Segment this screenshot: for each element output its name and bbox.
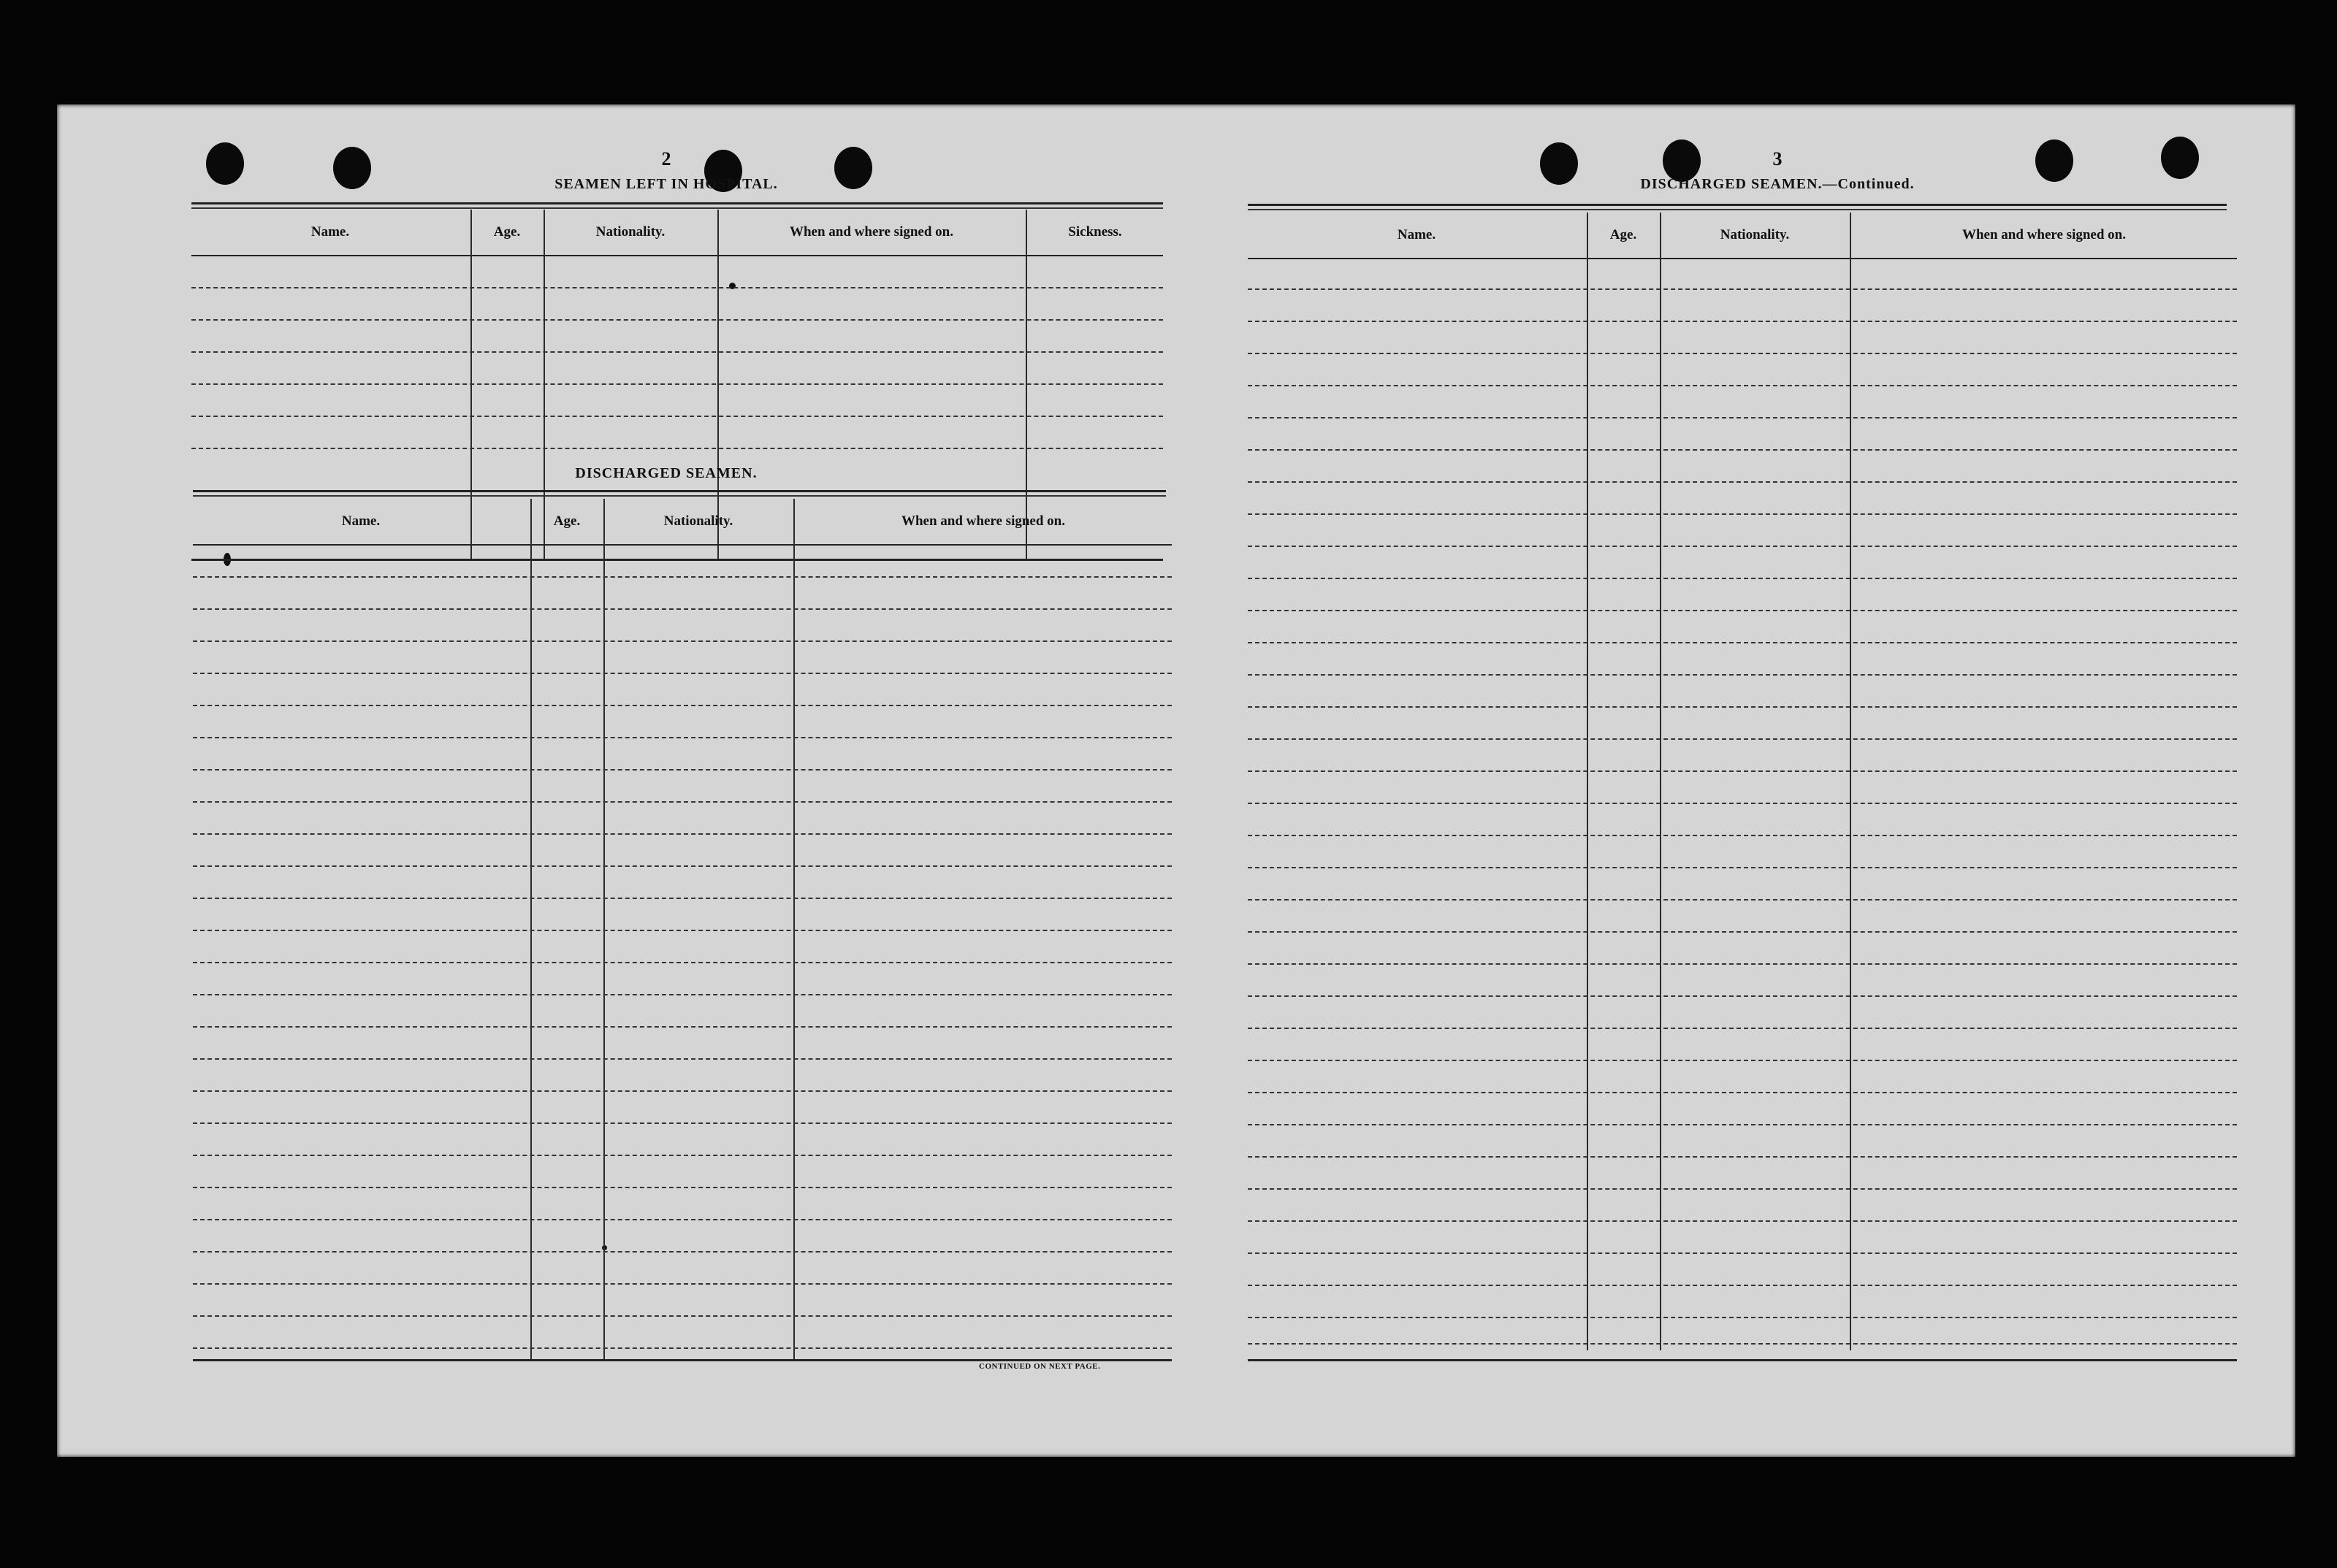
discharged-table-right <box>1248 213 2237 1352</box>
entry-line <box>1248 995 2237 997</box>
entry-line <box>193 1123 1172 1124</box>
entry-line <box>1248 417 2237 418</box>
col-header-signed-on: When and where signed on. <box>789 224 953 240</box>
entry-line <box>193 1251 1172 1253</box>
entry-line <box>1248 481 2237 483</box>
discharged-table-left <box>193 499 1172 1361</box>
entry-line <box>1248 674 2237 676</box>
entry-line <box>1248 1343 2237 1345</box>
entry-line <box>1248 1092 2237 1093</box>
entry-line <box>1248 1060 2237 1061</box>
entry-line <box>1248 449 2237 451</box>
entry-line <box>193 865 1172 867</box>
header-rule <box>191 255 1163 256</box>
entry-line <box>1248 706 2237 708</box>
entry-line <box>193 994 1172 995</box>
entry-line <box>1248 963 2237 965</box>
column-divider <box>1850 213 1851 1350</box>
entry-line <box>193 1347 1172 1349</box>
entry-line <box>1248 931 2237 933</box>
entry-line <box>1248 803 2237 804</box>
hospital-section-title: SEAMEN LEFT IN HOSPITAL. <box>554 176 778 192</box>
entry-line <box>1248 1285 2237 1286</box>
entry-line <box>1248 321 2237 322</box>
table-bottom-rule <box>193 1359 1172 1361</box>
entry-line <box>191 351 1163 353</box>
page-number: 3 <box>1772 148 1783 169</box>
section-rule <box>193 490 1166 492</box>
entry-line <box>193 608 1172 610</box>
column-divider <box>530 499 532 1359</box>
entry-line <box>1248 578 2237 579</box>
entry-line <box>193 833 1172 835</box>
entry-line <box>1248 1124 2237 1125</box>
entry-line <box>1248 385 2237 386</box>
entry-line <box>1248 546 2237 547</box>
col-header-age: Age. <box>1609 227 1637 242</box>
entry-line <box>1248 1188 2237 1190</box>
entry-line <box>1248 1156 2237 1158</box>
entry-line <box>193 1315 1172 1317</box>
col-header-signed-on: When and where signed on. <box>1962 227 2126 242</box>
entry-line <box>1248 1317 2237 1318</box>
column-divider <box>1660 213 1661 1350</box>
entry-line <box>193 1090 1172 1092</box>
entry-line <box>1248 642 2237 643</box>
entry-line <box>1248 738 2237 740</box>
col-header-name: Name. <box>310 224 350 240</box>
col-header-nationality: Nationality. <box>1720 227 1790 242</box>
page-number: 2 <box>661 148 671 169</box>
entry-line <box>193 705 1172 706</box>
col-header-name: Name. <box>341 513 381 529</box>
entry-line <box>1248 835 2237 836</box>
entry-line <box>193 898 1172 899</box>
discharged-section-title: DISCHARGED SEAMEN. <box>575 465 758 481</box>
col-header-signed-on: When and where signed on. <box>901 513 1065 529</box>
document-sheet <box>57 104 2295 1457</box>
entry-line <box>193 576 1172 578</box>
header-rule <box>1248 258 2237 259</box>
header-rule <box>193 544 1172 546</box>
entry-line <box>191 416 1163 417</box>
entry-line <box>1248 1253 2237 1254</box>
entry-line <box>1248 899 2237 900</box>
col-header-nationality: Nationality. <box>663 513 733 529</box>
entry-line <box>191 287 1163 288</box>
entry-line <box>191 383 1163 385</box>
col-header-name: Name. <box>1397 227 1436 242</box>
entry-line <box>193 769 1172 770</box>
entry-line <box>193 1283 1172 1285</box>
col-header-sickness: Sickness. <box>1068 224 1122 240</box>
col-header-age: Age. <box>553 513 581 529</box>
entry-line <box>193 930 1172 931</box>
entry-line <box>193 737 1172 738</box>
section-rule <box>191 202 1163 204</box>
column-divider <box>603 499 605 1359</box>
entry-line <box>193 962 1172 963</box>
entry-line <box>1248 1220 2237 1222</box>
column-divider <box>793 499 795 1359</box>
entry-line <box>1248 610 2237 611</box>
entry-line <box>193 1219 1172 1220</box>
entry-line <box>191 319 1163 321</box>
entry-line <box>1248 867 2237 868</box>
entry-line <box>1248 353 2237 354</box>
entry-line <box>193 640 1172 642</box>
column-divider <box>1587 213 1588 1350</box>
entry-line <box>193 1026 1172 1028</box>
col-header-nationality: Nationality. <box>595 224 666 240</box>
section-rule <box>1248 204 2227 206</box>
entry-line <box>193 673 1172 674</box>
col-header-age: Age. <box>493 224 521 240</box>
entry-line <box>1248 1028 2237 1029</box>
entry-line <box>193 1155 1172 1156</box>
entry-line <box>193 1058 1172 1060</box>
entry-line <box>191 448 1163 449</box>
entry-line <box>193 1187 1172 1188</box>
entry-line <box>1248 513 2237 515</box>
entry-line <box>193 801 1172 803</box>
entry-line <box>1248 770 2237 772</box>
continued-note: CONTINUED ON NEXT PAGE. <box>979 1362 1101 1371</box>
table-bottom-rule <box>1248 1359 2237 1361</box>
discharged-continued-title: DISCHARGED SEAMEN.—Continued. <box>1640 176 1915 192</box>
entry-line <box>1248 288 2237 290</box>
